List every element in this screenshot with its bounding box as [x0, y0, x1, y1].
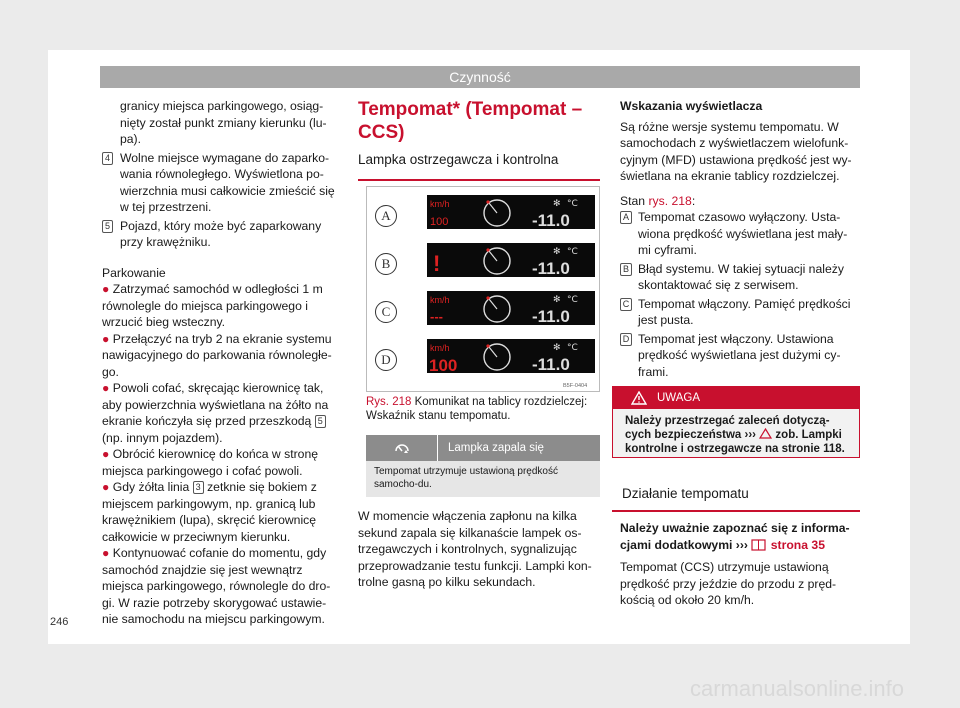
item-5 — [102, 218, 340, 251]
warning-triangle-icon — [631, 391, 647, 405]
warning-header — [613, 387, 859, 409]
bullet-4: ● Obrócić kierownicę do końca w stronę miejsca parkingowego i cofać powoli. — [102, 447, 318, 478]
item-5-text: Pojazd, który może być zaparkowany przy krawężniku. — [120, 218, 322, 249]
figure-code: B5F-0404 — [563, 383, 588, 389]
display-row-a — [427, 195, 595, 230]
snowflake-icon: ✻ — [553, 247, 561, 257]
row-letter-d: D — [375, 349, 397, 371]
subheading-lamps: Lampka ostrzegawcza i kontrolna — [358, 152, 600, 181]
warning-title: UWAGA — [657, 392, 701, 404]
warning-symbol-b: ! — [433, 251, 441, 276]
page-number: 246 — [50, 616, 69, 628]
bullet-1: ● Zatrzymać samochód w odległości 1 m równolegle do miejsca parkingowego i wrzucić bieg wsteczny. — [102, 282, 323, 329]
warning-body: Należy przestrzegać zaleceń dotyczą-cych bezpieczeństwa ››› zob. Lampki kontrolne i ostrzegawcze na stronie 118. — [625, 415, 845, 455]
operation-body — [620, 520, 860, 609]
temp-value-b: -11.0 — [532, 259, 570, 278]
warning-triangle-icon — [759, 428, 772, 439]
book-icon — [751, 538, 767, 551]
middle-body-text: W momencie włączenia zapłonu na kilka sekund zapala się kilkanaście lampek os-trzegawczych i kontrolnych, sygnalizując przeprowadzanie testu funkcji. Lampki kon-trolne gasną po kilku sekundach. — [358, 509, 592, 589]
column-middle — [358, 98, 600, 181]
number-box-5-inline: 5 — [315, 415, 326, 428]
temp-unit-a: °C — [567, 199, 578, 209]
status-line: Stan rys. 218: — [620, 193, 696, 208]
figure-caption — [366, 395, 600, 423]
temp-value-a: -11.0 — [532, 211, 570, 230]
display-row-c — [427, 291, 595, 326]
number-box-4: 4 — [102, 152, 113, 165]
display-row-d — [427, 339, 595, 375]
figure-dashboard-displays — [366, 186, 600, 392]
speed-value-d: 100 — [429, 356, 458, 375]
state-b: B Błąd systemu. W takiej sytuacji należy skontaktować się z serwisem. — [620, 261, 860, 294]
dashboard-svg — [367, 187, 599, 391]
state-label-b: B — [620, 263, 632, 276]
watermark: carmanualsonline.info — [690, 676, 905, 701]
unit-label-c: km/h — [430, 295, 450, 305]
cruise-control-icon — [394, 441, 410, 455]
snowflake-icon: ✻ — [553, 295, 561, 305]
temp-value-d: -11.0 — [532, 355, 570, 374]
number-box-3-inline: 3 — [193, 481, 204, 494]
page-ref-link[interactable]: strona 35 — [770, 537, 825, 552]
item-4-text: Wolne miejsce wymagane do zaparko-wania równoległego. Wyświetlona po-wierzchnia musi całkowicie zmieścić się w tej przestrzeni. — [120, 150, 335, 214]
column-left — [102, 98, 340, 628]
snowflake-icon: ✻ — [553, 199, 561, 209]
section-title-cruise-control: Tempomat* (Tempomat – CCS) — [358, 99, 583, 143]
state-d: D Tempomat jest włączony. Ustawiona prędkość wyświetlana jest dużymi cy-frami. — [620, 331, 860, 381]
speed-value-a: 100 — [430, 216, 449, 228]
lamp-table-header — [366, 435, 600, 461]
bullet-icon: ● — [102, 331, 113, 346]
caption-text: Komunikat na tablicy rozdzielczej: Wskaźnik stanu tempomatu. — [366, 396, 588, 422]
bullet-icon: ● — [102, 282, 113, 296]
display-intro: Są różne wersje systemu tempomatu. W samochodach z wyświetlaczem wielofunk-cyjnym (MFD) ustawiona prędkość jest wy-świetlana na ekranie tablicy rozdzielczej. — [620, 119, 852, 183]
temp-value-c: -11.0 — [532, 307, 570, 326]
warning-box — [612, 386, 860, 458]
lamp-header-text: Lampka zapala się — [448, 442, 544, 454]
row-letter-b: B — [375, 253, 397, 275]
section-title-operation: Działanie tempomatu — [612, 480, 860, 512]
lamp-table-body: Tempomat utrzymuje ustawioną prędkość samocho-du. — [366, 461, 600, 497]
cruise-control-icon-cell — [366, 435, 438, 461]
warning-link[interactable]: zob. Lampki kontrolne i ostrzegawcze na stronie 118. — [625, 429, 845, 455]
parking-title: Parkowanie — [102, 265, 166, 280]
caption-ref: Rys. 218 — [366, 396, 412, 408]
bullet-3: ● Powoli cofać, skręcając kierownicę tak, aby powierzchnia wyświetlana na żółto na ekranie kończyła się przed przeszkodą 5 (np. innym pojazdem). — [102, 381, 329, 445]
bullet-icon: ● — [102, 546, 113, 560]
snowflake-icon: ✻ — [553, 343, 561, 353]
intro-text: granicy miejsca parkingowego, osiąg-nięty został punkt zmiany kierunku (lu-pa). — [120, 99, 327, 146]
page-header: Czynność — [100, 66, 860, 88]
unit-label-a: km/h — [430, 199, 450, 209]
status-ref: rys. 218 — [648, 193, 692, 208]
state-a: A Tempomat czasowo wyłączony. Usta-wiona prędkość wyświetlana jest mały-mi cyframi. — [620, 209, 860, 259]
operation-note: Należy uważnie zapoznać się z informa-cjami dodatkowymi ››› strona 35 — [620, 521, 850, 552]
row-letter-c: C — [375, 301, 397, 323]
column-right — [620, 98, 860, 380]
bullet-6: ● Kontynuować cofanie do momentu, gdy samochód znajdzie się jest wewnątrz miejsca parkingowego, równolegle do dro-gi. W razie potrzeby skorygować ustawie-nie samochodu na miejscu parkingowym. — [102, 546, 331, 626]
bullet-2: ● Przełączyć na tryb 2 na ekranie systemu nawigacyjnego do parkowania równoległe-go. — [102, 331, 332, 379]
state-label-a: A — [620, 211, 632, 224]
unit-label-d: km/h — [430, 343, 450, 353]
bullet-icon: ● — [102, 447, 113, 461]
temp-unit-d: °C — [567, 343, 578, 353]
state-label-d: D — [620, 333, 632, 346]
operation-text: Tempomat (CCS) utrzymuje ustawioną prędkość przy jeździe do przodu z pręd-kością od około 20 km/h. — [620, 560, 837, 607]
temp-unit-b: °C — [567, 247, 578, 257]
display-indications-head: Wskazania wyświetlacza — [620, 99, 763, 113]
row-letter-a: A — [375, 205, 397, 227]
number-box-5: 5 — [102, 220, 113, 233]
bullet-icon: ● — [102, 381, 113, 395]
state-c: C Tempomat włączony. Pamięć prędkości jest pusta. — [620, 296, 860, 329]
display-row-b — [427, 243, 595, 278]
state-label-c: C — [620, 298, 632, 311]
temp-unit-c: °C — [567, 295, 578, 305]
item-4 — [102, 150, 340, 216]
bullet-icon: ● — [102, 480, 113, 494]
speed-value-c: --- — [430, 309, 443, 324]
bullet-5: ● Gdy żółta linia 3 zetknie się bokiem z miejscem parkingowym, np. granicą lub krawężnikiem (lupa), skręcić kierownicę całkowicie w przeciwnym kierunku. — [102, 480, 317, 544]
